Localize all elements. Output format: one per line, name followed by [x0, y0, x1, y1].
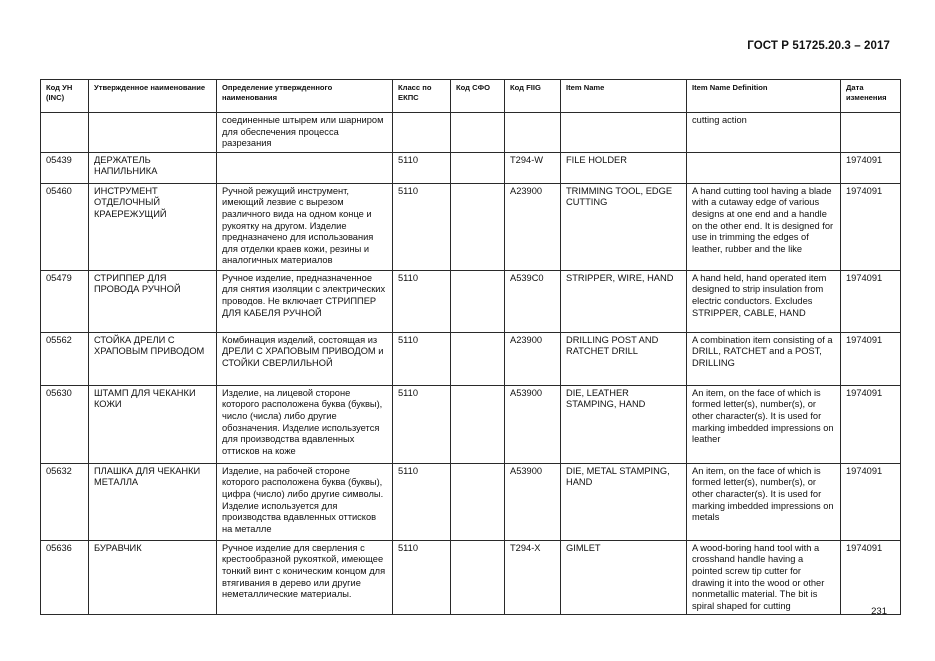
page-number: 231 [871, 606, 887, 617]
table-row [41, 385, 901, 463]
cell-name-definition: Комбинация изделий, состоящая из ДРЕЛИ С ХРАПОВЫМ ПРИВОДОМ и СТОЙКИ СВЕРЛИЛЬНОЙ [217, 332, 393, 385]
cell-inc: 05439 [41, 152, 89, 183]
cell-ekps-class: 5110 [393, 540, 451, 615]
cell-fiig-code: A53900 [505, 385, 561, 463]
cell-change-date: 1974091 [841, 270, 901, 332]
table-header-row [41, 80, 901, 113]
cell-inc: 05562 [41, 332, 89, 385]
column-header-fiig-code: Код FIIG [505, 80, 561, 113]
cell-item-name: FILE HOLDER [561, 152, 687, 183]
cell-item-name-definition [687, 152, 841, 183]
cell-change-date: 1974091 [841, 385, 901, 463]
standard-designation: ГОСТ Р 51725.20.3 – 2017 [747, 40, 890, 52]
cell-change-date: 1974091 [841, 463, 901, 540]
cell-ekps-class: 5110 [393, 332, 451, 385]
cell-item-name: DIE, LEATHER STAMPING, HAND [561, 385, 687, 463]
cell-sfo-code [451, 463, 505, 540]
table-row [41, 183, 901, 270]
cell-sfo-code [451, 152, 505, 183]
table-row [41, 332, 901, 385]
cell-approved-name [89, 113, 217, 153]
cell-name-definition: Ручной режущий инструмент, имеющий лезвие с вырезом различного вида на одном конце и рукоятку на другом. Изделие предназначено для использования для отделки краев кожи, резины и аналогичных материалов [217, 183, 393, 270]
cell-item-name-definition: A hand held, hand operated item designed to strip insulation from electric conductors. Excludes STRIPPER, CABLE, HAND [687, 270, 841, 332]
cell-ekps-class: 5110 [393, 463, 451, 540]
cell-change-date [841, 113, 901, 153]
cell-approved-name: СТОЙКА ДРЕЛИ С ХРАПОВЫМ ПРИВОДОМ [89, 332, 217, 385]
cell-item-name [561, 113, 687, 153]
cell-inc: 05632 [41, 463, 89, 540]
cell-approved-name: БУРАВЧИК [89, 540, 217, 615]
column-header-change-date: Дата изменения [841, 80, 901, 113]
cell-fiig-code: T294-X [505, 540, 561, 615]
cell-fiig-code: T294-W [505, 152, 561, 183]
cell-ekps-class [393, 113, 451, 153]
cell-sfo-code [451, 183, 505, 270]
cell-item-name: DIE, METAL STAMPING, HAND [561, 463, 687, 540]
cell-fiig-code: A53900 [505, 463, 561, 540]
table-row [41, 540, 901, 615]
table-row [41, 113, 901, 153]
cell-name-definition [217, 152, 393, 183]
cell-change-date: 1974091 [841, 183, 901, 270]
column-header-item-name-definition: Item Name Definition [687, 80, 841, 113]
table-row [41, 152, 901, 183]
cell-change-date: 1974091 [841, 332, 901, 385]
cell-item-name-definition: A wood-boring hand tool with a crosshand handle having a pointed screw tip cutter for drawing it into the wood or other nonmetallic material. The bit is spiral shaped for cutting [687, 540, 841, 615]
cell-name-definition: Изделие, на рабочей стороне которого расположена буква (буквы), цифра (число) либо другие символы. Изделие используется для производства вдавленных оттисков на металле [217, 463, 393, 540]
cell-fiig-code: A23900 [505, 183, 561, 270]
cell-approved-name: ИНСТРУМЕНТ ОТДЕЛОЧНЫЙ КРАЕРЕЖУЩИЙ [89, 183, 217, 270]
cell-item-name-definition: A hand cutting tool having a blade with a cutaway edge of various designs at one end and a handle on the other end. It is designed for use in trimming the edges of leather, rubber and the like [687, 183, 841, 270]
column-header-sfo-code: Код СФО [451, 80, 505, 113]
cell-inc: 05630 [41, 385, 89, 463]
catalog-table [40, 79, 901, 615]
cell-inc: 05479 [41, 270, 89, 332]
cell-change-date: 1974091 [841, 152, 901, 183]
cell-fiig-code: A23900 [505, 332, 561, 385]
cell-approved-name: ДЕРЖАТЕЛЬ НАПИЛЬНИКА [89, 152, 217, 183]
column-header-name-definition: Определение утвержденного наименования [217, 80, 393, 113]
column-header-inc: Код УН (INC) [41, 80, 89, 113]
cell-name-definition: Ручное изделие, предназначенное для снятия изоляции с электрических проводов. Не включает СТРИППЕР ДЛЯ КАБЕЛЯ РУЧНОЙ [217, 270, 393, 332]
cell-ekps-class: 5110 [393, 270, 451, 332]
cell-name-definition: Изделие, на лицевой стороне которого расположена буква (буквы), число (числа) либо другие обозначения. Изделие используется для производства вдавленных оттисков на коже [217, 385, 393, 463]
cell-item-name-definition: A combination item consisting of a DRILL, RATCHET and a POST, DRILLING [687, 332, 841, 385]
cell-item-name: TRIMMING TOOL, EDGE CUTTING [561, 183, 687, 270]
cell-ekps-class: 5110 [393, 152, 451, 183]
cell-inc [41, 113, 89, 153]
cell-sfo-code [451, 332, 505, 385]
cell-approved-name: ШТАМП ДЛЯ ЧЕКАНКИ КОЖИ [89, 385, 217, 463]
cell-approved-name: ПЛАШКА ДЛЯ ЧЕКАНКИ МЕТАЛЛА [89, 463, 217, 540]
cell-name-definition: Ручное изделие для сверления с крестообразной рукояткой, имеющее тонкий винт с коническим концом для втягивания в дерево или другие неметаллические материалы. [217, 540, 393, 615]
table-row [41, 270, 901, 332]
cell-sfo-code [451, 540, 505, 615]
cell-item-name-definition: An item, on the face of which is formed letter(s), number(s), or other character(s). It is used for marking imbedded impressions on leather [687, 385, 841, 463]
column-header-item-name: Item Name [561, 80, 687, 113]
cell-ekps-class: 5110 [393, 385, 451, 463]
column-header-approved-name: Утвержденное наименование [89, 80, 217, 113]
cell-item-name-definition: cutting action [687, 113, 841, 153]
cell-fiig-code [505, 113, 561, 153]
cell-item-name: GIMLET [561, 540, 687, 615]
cell-inc: 05460 [41, 183, 89, 270]
cell-item-name: DRILLING POST AND RATCHET DRILL [561, 332, 687, 385]
cell-sfo-code [451, 385, 505, 463]
cell-change-date: 1974091 [841, 540, 901, 615]
cell-sfo-code [451, 113, 505, 153]
cell-item-name-definition: An item, on the face of which is formed letter(s), number(s), or other character(s). It is used for marking imbedded impressions on metals [687, 463, 841, 540]
table-row [41, 463, 901, 540]
cell-item-name: STRIPPER, WIRE, HAND [561, 270, 687, 332]
cell-fiig-code: A539C0 [505, 270, 561, 332]
cell-approved-name: СТРИППЕР ДЛЯ ПРОВОДА РУЧНОЙ [89, 270, 217, 332]
cell-name-definition: соединенные штырем или шарниром для обеспечения процесса разрезания [217, 113, 393, 153]
cell-ekps-class: 5110 [393, 183, 451, 270]
column-header-ekps-class: Класс по ЕКПС [393, 80, 451, 113]
cell-sfo-code [451, 270, 505, 332]
cell-inc: 05636 [41, 540, 89, 615]
